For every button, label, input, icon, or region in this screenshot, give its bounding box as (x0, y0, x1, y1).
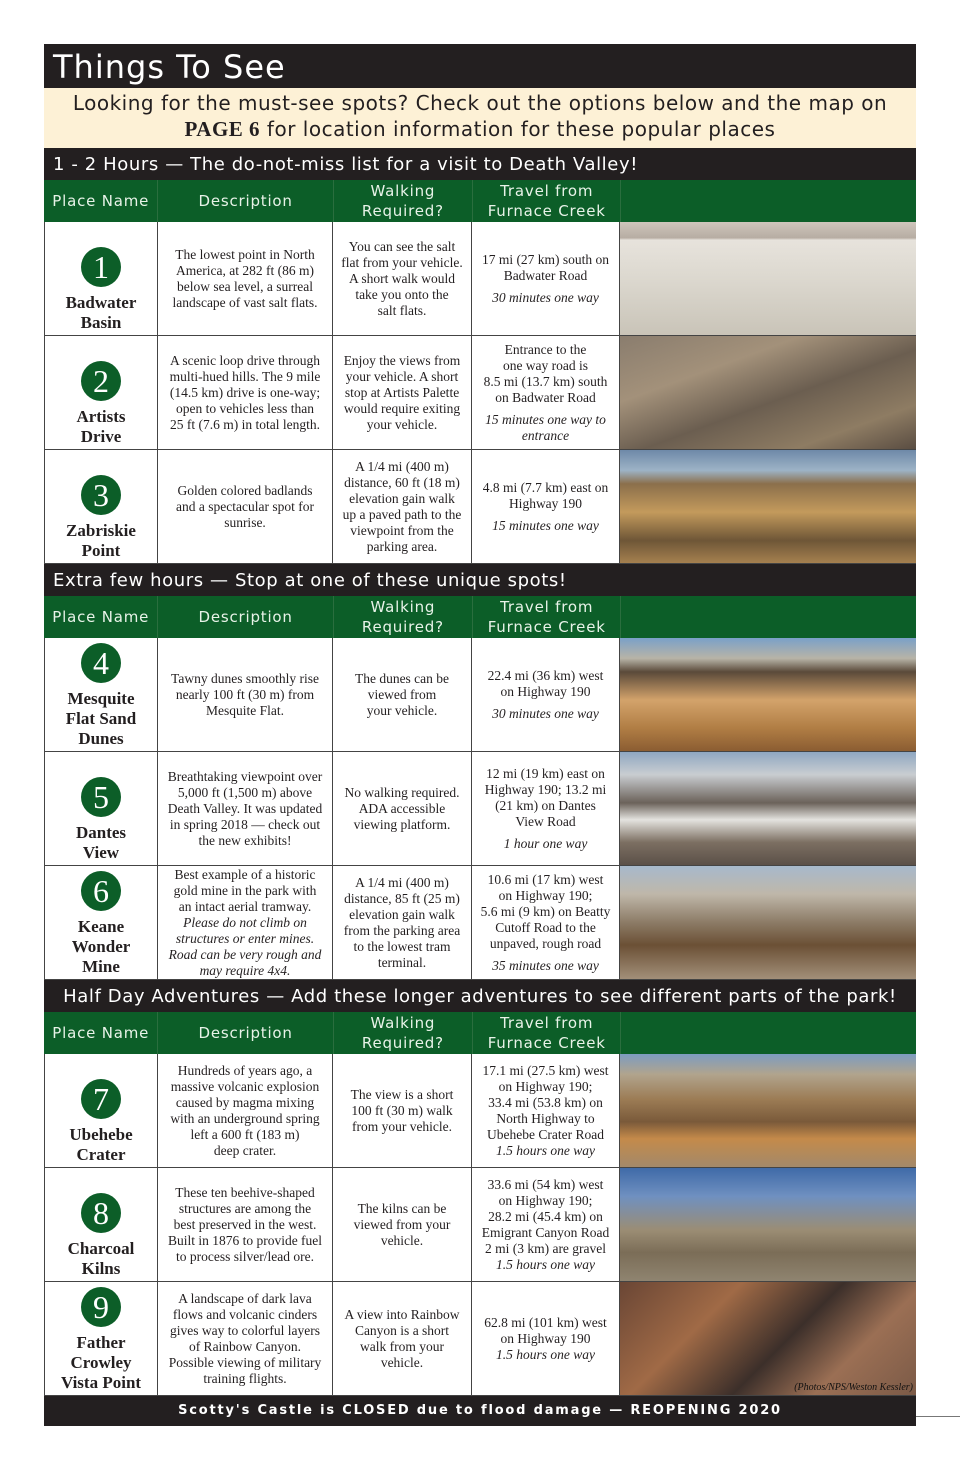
table-row (44, 450, 916, 564)
place-name-line: Drive (80, 427, 122, 446)
travel-line: 12 mi (19 km) east on (486, 765, 605, 781)
description-warning-line: may require 4x4. (199, 962, 291, 978)
travel-line: on Highway 190 (500, 683, 591, 699)
walking-line: would require exiting (343, 400, 461, 416)
description-line: landscape of vast salt flats. (172, 294, 318, 310)
header-label: Furnace Creek (487, 618, 606, 636)
travel-line: one way road is (502, 357, 589, 373)
place-name-line: Badwater (65, 293, 137, 312)
place-photo (620, 1054, 916, 1167)
travel-line: 17.1 mi (27.5 km) west (482, 1062, 609, 1078)
walking-line: No walking required. (344, 784, 460, 800)
place-name-line: Charcoal (67, 1239, 135, 1258)
place-photo (620, 336, 916, 449)
header-walking (334, 596, 473, 638)
description-line: caused by magma mixing (175, 1094, 315, 1110)
walking-line: take you onto the (355, 286, 449, 302)
travel-line: 5.6 mi (9 km) on Beatty (480, 903, 611, 919)
place-name-line: Crowley (70, 1353, 132, 1372)
walking-line: A 1/4 mi (400 m) (355, 458, 449, 474)
place-name-line: Basin (80, 313, 122, 332)
travel-line: unpaved, rough road (489, 935, 602, 951)
walking-line: walk from your (360, 1338, 444, 1354)
place-number-badge: 8 (81, 1193, 121, 1233)
travel-line: Cutoff Road to the (495, 919, 596, 935)
travel-time: 1.5 hours one way (496, 1256, 595, 1272)
description-line: America, at 282 ft (86 m) (176, 262, 314, 278)
table-row (44, 222, 916, 336)
description-line: multi-hued hills. The 9 mile (169, 368, 321, 384)
header-photo-blank (621, 596, 916, 638)
description-cell (158, 1282, 333, 1395)
table-row (44, 1282, 916, 1396)
place-name (61, 1333, 141, 1393)
place-photo (620, 1168, 916, 1281)
page-reference: PAGE 6 (184, 117, 261, 141)
description-line: training flights. (203, 1370, 287, 1386)
place-name-line: Artists (76, 407, 126, 426)
description-cell (158, 336, 333, 449)
place-number-badge: 5 (81, 777, 121, 817)
travel-line: 28.2 mi (45.4 km) on (488, 1208, 603, 1224)
header-label: Walking (370, 182, 436, 200)
place-name-line: Mine (82, 957, 120, 976)
description-line: below sea level, a surreal (176, 278, 314, 294)
place-cell (44, 450, 158, 563)
travel-line: on Badwater Road (495, 389, 596, 405)
travel-cell (472, 336, 620, 449)
description-line: Golden colored badlands (177, 482, 313, 498)
place-photo (620, 1282, 916, 1395)
description-line: with an underground spring (170, 1110, 320, 1126)
travel-line: 2 mi (3 km) are gravel (484, 1240, 607, 1256)
place-name-line: Keane (77, 917, 125, 936)
travel-line: 33.4 mi (53.8 km) on (488, 1094, 603, 1110)
things-to-see-page (44, 44, 916, 1426)
walking-line: A view into Rainbow (344, 1306, 460, 1322)
description-line: open to vehicles less than (176, 400, 314, 416)
intro-line-2-rest: for location information for these popular places (260, 117, 776, 141)
travel-time: 15 minutes one way to entrance (485, 411, 606, 443)
walking-cell (333, 1168, 472, 1281)
walking-line: elevation gain walk (349, 490, 455, 506)
place-cell (44, 638, 158, 751)
header-travel (473, 596, 621, 638)
walking-line: distance, 60 ft (18 m) (344, 474, 460, 490)
travel-cell (472, 1168, 620, 1281)
walking-cell (333, 222, 472, 335)
header-label: Place Name (52, 608, 150, 626)
place-name-line: Wonder (71, 937, 131, 956)
header-label: Place Name (52, 192, 150, 210)
page-title: Things To See (44, 44, 916, 88)
photo-credit: (Photos/NPS/Weston Kessler) (794, 1382, 913, 1393)
description-line: nearly 100 ft (30 m) from (175, 686, 315, 702)
walking-line: ADA accessible (358, 800, 446, 816)
travel-cell (472, 1282, 620, 1395)
description-cell (158, 638, 333, 751)
walking-line: The kilns can be (357, 1200, 447, 1216)
table-row (44, 866, 916, 980)
travel-time: 1 hour one way (503, 835, 588, 851)
walking-line: salt flats. (377, 302, 427, 318)
table-row (44, 336, 916, 450)
travel-cell (472, 752, 620, 865)
walking-line: vehicle. (380, 1232, 424, 1248)
description-line: flows and volcanic cinders (172, 1306, 318, 1322)
place-photo (620, 222, 916, 335)
header-label: Furnace Creek (487, 202, 606, 220)
walking-line: A 1/4 mi (400 m) (355, 874, 449, 890)
place-cell (44, 866, 158, 979)
description-line: Hundreds of years ago, a (177, 1062, 313, 1078)
walking-line: terminal. (377, 954, 427, 970)
travel-cell (472, 866, 620, 979)
intro-line-2 (44, 116, 916, 142)
table-row (44, 1168, 916, 1282)
table-row (44, 1054, 916, 1168)
description-warning-line: structures or enter mines. (175, 930, 315, 946)
walking-line: flat from your vehicle. (341, 254, 463, 270)
walking-line: Canyon is a short (354, 1322, 450, 1338)
description-line: in spring 2018 — check out (169, 816, 321, 832)
description-warning-line: Road can be very rough and (168, 946, 322, 962)
walking-line: viewed from (367, 686, 437, 702)
place-name-line: Point (81, 541, 121, 560)
place-name (76, 407, 125, 447)
description-line: Best example of a historic (174, 866, 316, 882)
header-label: Place Name (52, 1024, 150, 1042)
description-line: 25 ft (7.6 m) in total length. (170, 416, 320, 432)
header-label: Travel from (500, 598, 594, 616)
travel-time: 30 minutes one way (492, 705, 599, 721)
header-label: Required? (361, 1034, 444, 1052)
place-name (76, 823, 126, 863)
header-label: Walking (370, 598, 436, 616)
travel-line: Entrance to the (504, 341, 587, 357)
place-name-line: Vista Point (60, 1373, 142, 1392)
table-header (44, 180, 916, 222)
travel-line: 62.8 mi (101 km) west (484, 1314, 607, 1330)
place-number-badge: 7 (81, 1079, 121, 1119)
description-line: (14.5 km) drive is one-way; (169, 384, 321, 400)
travel-cell (472, 638, 620, 751)
travel-time: 1.5 hours one way (496, 1142, 595, 1158)
walking-line: up a paved path to the (342, 506, 462, 522)
description-line: Tawny dunes smoothly rise (171, 670, 319, 686)
header-travel (473, 1012, 621, 1054)
travel-line: on Highway 190; (498, 1192, 593, 1208)
place-name-line: Crater (76, 1145, 126, 1164)
description-line: Mesquite Flat. (206, 702, 284, 718)
walking-line: your vehicle. A short (345, 368, 459, 384)
walking-line: The view is a short (350, 1086, 454, 1102)
walking-cell (333, 1054, 472, 1167)
header-label: Walking (370, 1014, 436, 1032)
travel-line: View Road (515, 813, 576, 829)
header-label: Required? (361, 618, 444, 636)
walking-line: Enjoy the views from (343, 352, 461, 368)
description-line: gold mine in the park with (173, 882, 317, 898)
header-label: Description (198, 192, 293, 210)
footer-notice: Scotty's Castle is CLOSED due to flood damage — REOPENING 2020 (44, 1396, 916, 1426)
walking-cell (333, 336, 472, 449)
place-name-line: Ubehebe (69, 1125, 133, 1144)
place-name (72, 917, 131, 977)
walking-line: viewing platform. (353, 816, 451, 832)
description-cell (158, 752, 333, 865)
walking-line: parking area. (366, 538, 438, 554)
place-cell (44, 1054, 158, 1167)
description-line: A scenic loop drive through (170, 352, 320, 368)
header-description (158, 180, 333, 222)
travel-line: Badwater Road (503, 267, 588, 283)
travel-time: 30 minutes one way (492, 289, 599, 305)
description-line: structures are among the (178, 1200, 312, 1216)
place-cell (44, 752, 158, 865)
description-line: and a spectacular spot for (176, 498, 314, 514)
intro-text (44, 88, 916, 148)
travel-cell (472, 1054, 620, 1167)
description-warning-line: Please do not climb on (183, 914, 307, 930)
section-title: Extra few hours — Stop at one of these unique spots! (44, 564, 916, 596)
place-number-badge: 3 (81, 475, 121, 515)
travel-time: 1.5 hours one way (496, 1346, 595, 1362)
sections-container (44, 148, 916, 1396)
header-photo-blank (621, 180, 916, 222)
table-header (44, 596, 916, 638)
table-header (44, 1012, 916, 1054)
travel-line: 8.5 mi (13.7 km) south (483, 373, 608, 389)
place-name (68, 1239, 135, 1279)
margin-rule (916, 1416, 960, 1417)
description-line: 5,000 ft (1,500 m) above (177, 784, 313, 800)
description-line: the new exhibits! (198, 832, 292, 848)
place-photo (620, 752, 916, 865)
description-line: Built in 1876 to provide fuel (167, 1232, 323, 1248)
travel-line: 4.8 mi (7.7 km) east on (482, 479, 609, 495)
description-line: massive volcanic explosion (170, 1078, 320, 1094)
walking-line: The dunes can be (354, 670, 450, 686)
header-walking (334, 180, 473, 222)
header-label: Furnace Creek (487, 1034, 606, 1052)
description-line: Possible viewing of military (168, 1354, 322, 1370)
travel-line: (21 km) on Dantes (495, 797, 596, 813)
travel-line: on Highway 190; (498, 887, 593, 903)
place-name-line: Flat Sand (65, 709, 137, 728)
walking-line: your vehicle. (366, 702, 438, 718)
travel-cell (472, 450, 620, 563)
table-row (44, 638, 916, 752)
walking-cell (333, 450, 472, 563)
description-line: These ten beehive-shaped (175, 1184, 315, 1200)
walking-cell (333, 638, 472, 751)
place-number-badge: 4 (81, 643, 121, 683)
place-name-line: Zabriskie (66, 521, 136, 540)
description-line: Death Valley. It was updated (167, 800, 323, 816)
walking-line: You can see the salt (348, 238, 456, 254)
place-name (66, 689, 136, 749)
walking-line: 100 ft (30 m) walk (351, 1102, 453, 1118)
header-label: Travel from (500, 1014, 594, 1032)
place-name-line: View (82, 843, 120, 862)
place-photo (620, 866, 916, 979)
header-travel (473, 180, 621, 222)
place-cell (44, 336, 158, 449)
description-cell (158, 866, 333, 979)
walking-line: A short walk would (348, 270, 456, 286)
travel-cell (472, 222, 620, 335)
place-number-badge: 6 (81, 871, 121, 911)
travel-line: on Highway 190; (498, 1078, 593, 1094)
walking-line: viewed from your (353, 1216, 451, 1232)
header-description (158, 1012, 333, 1054)
place-name (69, 1125, 132, 1165)
intro-line-1: Looking for the must-see spots? Check out the options below and the map on (72, 91, 888, 115)
travel-line: Ubehebe Crater Road (487, 1126, 604, 1142)
place-name-line: Father (76, 1333, 126, 1352)
place-name-line: Kilns (81, 1259, 121, 1278)
place-photo (620, 450, 916, 563)
header-walking (334, 1012, 473, 1054)
description-line: Breathtaking viewpoint over (167, 768, 323, 784)
travel-time: 35 minutes one way (492, 957, 599, 973)
travel-time: 15 minutes one way (492, 517, 599, 533)
walking-line: from your vehicle. (351, 1118, 453, 1134)
travel-line: North Highway to (496, 1110, 595, 1126)
header-description (158, 596, 333, 638)
walking-cell (333, 1282, 472, 1395)
place-cell (44, 1168, 158, 1281)
description-line: The lowest point in North (175, 246, 315, 262)
header-label: Required? (361, 202, 444, 220)
description-line: left a 600 ft (183 m) (190, 1126, 300, 1142)
section-title: 1 - 2 Hours — The do-not-miss list for a visit to Death Valley! (44, 148, 916, 180)
header-label: Description (198, 1024, 293, 1042)
description-line: A landscape of dark lava (178, 1290, 312, 1306)
place-photo (620, 638, 916, 751)
place-cell (44, 1282, 158, 1395)
travel-line: 10.6 mi (17 km) west (487, 871, 604, 887)
header-place-name (44, 596, 158, 638)
place-name-line: Dantes (75, 823, 127, 842)
description-line: deep crater. (213, 1142, 277, 1158)
section-title: Half Day Adventures — Add these longer adventures to see different parts of the park! (44, 980, 916, 1012)
walking-line: elevation gain walk (349, 906, 455, 922)
travel-line: 33.6 mi (54 km) west (487, 1176, 604, 1192)
walking-line: viewpoint from the (350, 522, 454, 538)
description-cell (158, 450, 333, 563)
place-name (66, 521, 136, 561)
travel-line: on Highway 190 (500, 1330, 591, 1346)
description-line: best preserved in the west. (173, 1216, 317, 1232)
description-cell (158, 222, 333, 335)
travel-line: 17 mi (27 km) south on (481, 251, 610, 267)
walking-line: stop at Artists Palette (344, 384, 460, 400)
walking-line: your vehicle. (366, 416, 438, 432)
description-line: sunrise. (224, 514, 266, 530)
table-row (44, 752, 916, 866)
place-name (66, 293, 137, 333)
travel-line: 22.4 mi (36 km) west (487, 667, 604, 683)
description-line: to process silver/lead ore. (176, 1248, 314, 1264)
place-name-line: Mesquite (67, 689, 135, 708)
description-line: of Rainbow Canyon. (188, 1338, 302, 1354)
header-place-name (44, 1012, 158, 1054)
place-cell (44, 222, 158, 335)
walking-line: from the parking area (343, 922, 461, 938)
walking-line: to the lowest tram (353, 938, 451, 954)
walking-cell (333, 752, 472, 865)
header-photo-blank (621, 1012, 916, 1054)
place-name-line: Dunes (78, 729, 124, 748)
description-line: an intact aerial tramway. (178, 898, 312, 914)
travel-line: Highway 190; 13.2 mi (484, 781, 607, 797)
place-number-badge: 1 (81, 247, 121, 287)
place-number-badge: 2 (81, 361, 121, 401)
header-label: Travel from (500, 182, 594, 200)
description-line: gives way to colorful layers (170, 1322, 320, 1338)
travel-line: Highway 190 (508, 495, 583, 511)
walking-line: distance, 85 ft (25 m) (344, 890, 460, 906)
description-cell (158, 1054, 333, 1167)
description-cell (158, 1168, 333, 1281)
header-label: Description (198, 608, 293, 626)
place-number-badge: 9 (81, 1287, 121, 1327)
travel-line: Emigrant Canyon Road (481, 1224, 610, 1240)
walking-cell (333, 866, 472, 979)
header-place-name (44, 180, 158, 222)
walking-line: vehicle. (380, 1354, 424, 1370)
